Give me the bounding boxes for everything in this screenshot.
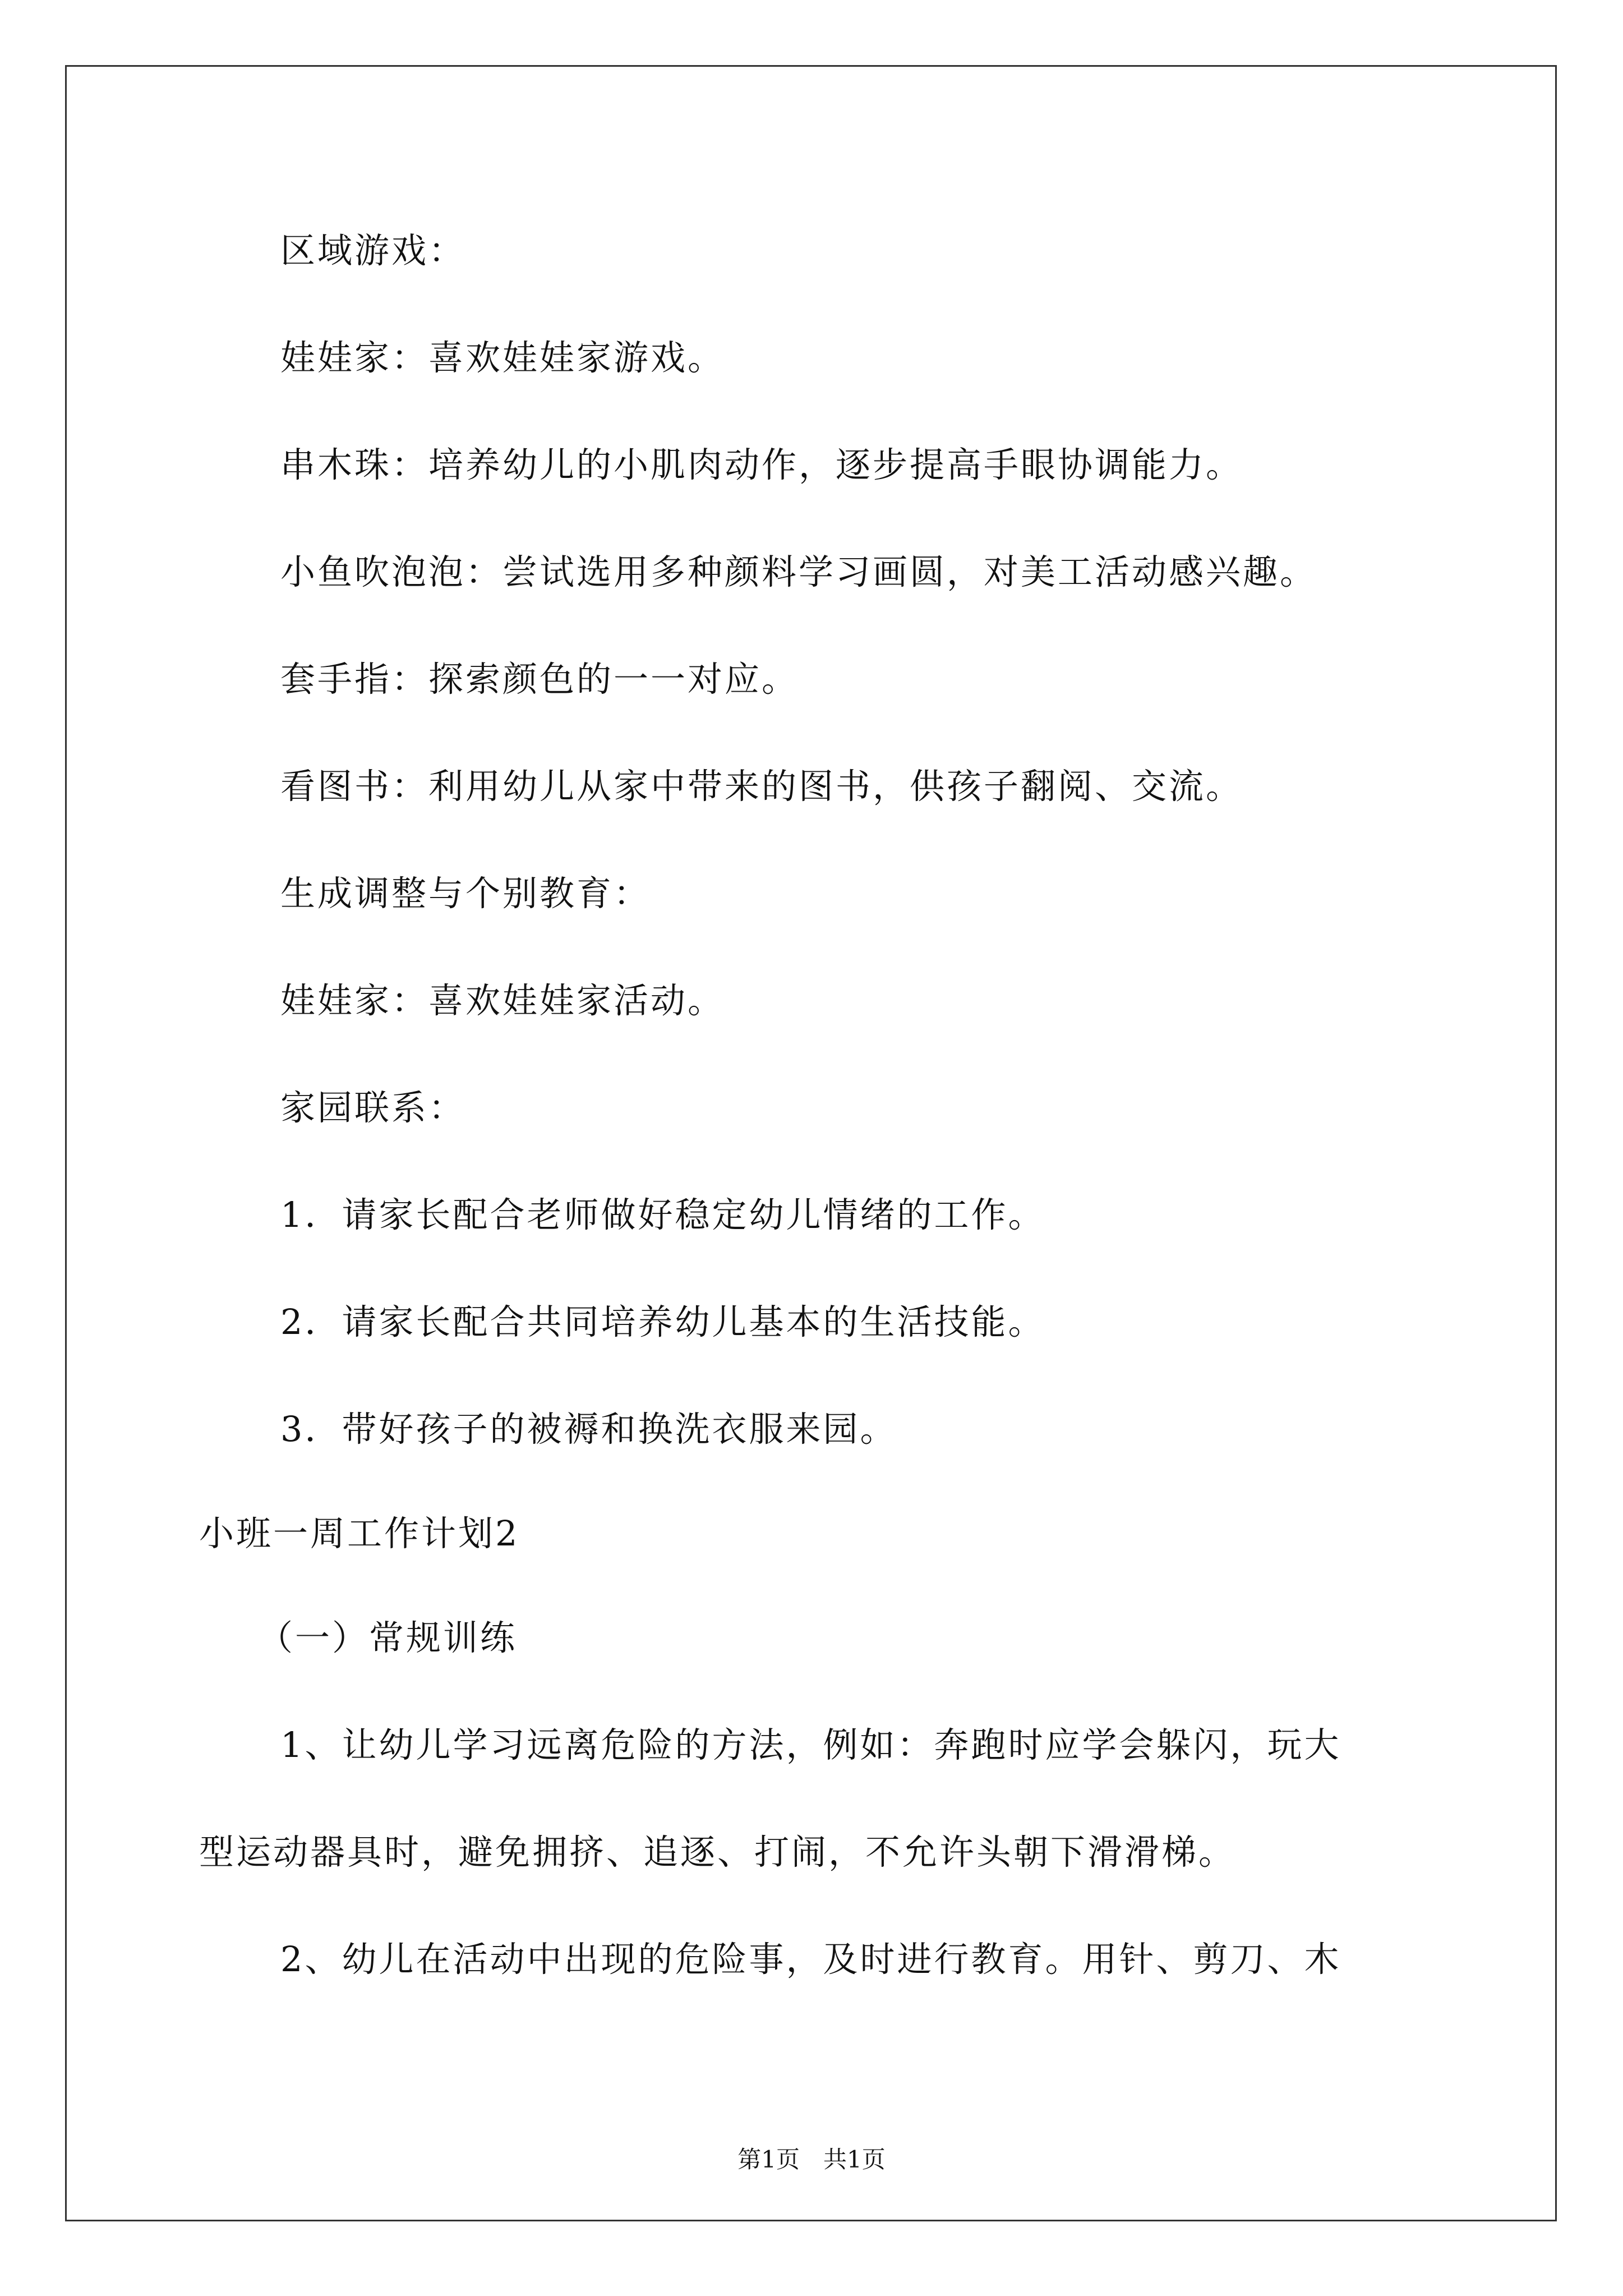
section-heading-home-school: 家园联系： [280,1087,466,1128]
list-item-3: 3．带好孩子的被褥和换洗衣服来园。 [280,1409,897,1450]
section-heading-adjustment: 生成调整与个别教育： [280,873,651,914]
paragraph-safety-1-line-1: 1、让幼儿学习远离危险的方法，例如：奔跑时应学会躲闪，玩大 [280,1724,1341,1765]
document-section-title: 小班一周工作计划2 [199,1513,520,1554]
paragraph-picture-books: 看图书：利用幼儿从家中带来的图书，供孩子翻阅、交流。 [280,766,1243,807]
paragraph-doll-house: 娃娃家：喜欢娃娃家游戏。 [280,337,725,378]
paragraph-fish-bubbles: 小鱼吹泡泡：尝试选用多种颜料学习画圆，对美工活动感兴趣。 [280,551,1317,592]
page-number-footer: 第1页 共1页 [737,2146,886,2173]
section-heading-area-games: 区域游戏： [280,230,466,271]
subsection-heading-routine-training: （一）常规训练 [258,1617,518,1658]
list-item-1: 1．请家长配合老师做好稳定幼儿情绪的工作。 [280,1194,1045,1235]
paragraph-bead-stringing: 串木珠：培养幼儿的小肌肉动作，逐步提高手眼协调能力。 [280,444,1243,485]
paragraph-doll-house-activity: 娃娃家：喜欢娃娃家活动。 [280,980,725,1021]
paragraph-finger-puppets: 套手指：探索颜色的一一对应。 [280,659,799,700]
page-frame [65,65,1557,2221]
list-item-2: 2．请家长配合共同培养幼儿基本的生活技能。 [280,1301,1045,1342]
paragraph-safety-1-line-2: 型运动器具时，避免拥挤、追逐、打闹，不允许头朝下滑滑梯。 [199,1832,1236,1872]
paragraph-safety-2-line-1: 2、幼儿在活动中出现的危险事，及时进行教育。用针、剪刀、木 [280,1939,1341,1980]
